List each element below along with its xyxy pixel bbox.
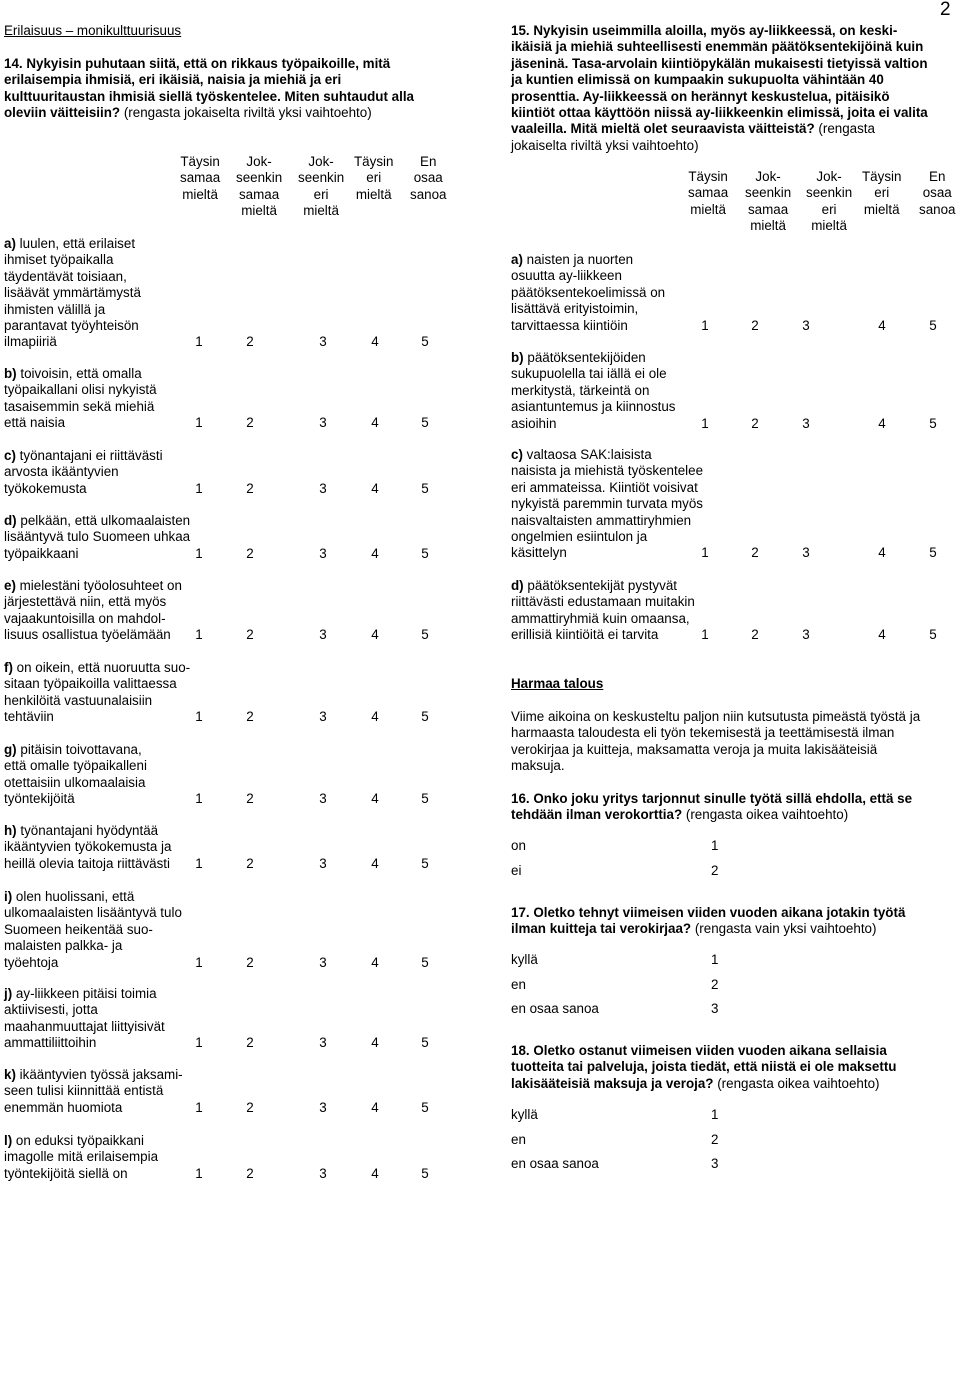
q14-scale-value: 5 — [421, 545, 429, 561]
q14-item — [4, 889, 182, 971]
q14-item-text: työnantajani hyödyntää ikääntyvien työkokemusta ja heillä olevia taitoja riittävästi — [4, 823, 172, 871]
q14-scale-value: 2 — [246, 334, 254, 350]
q15-scale-value: 2 — [751, 415, 759, 431]
q14-item-text: toivoisin, että omalla työpaikallani olisi nykyistä tasaisemmin sekä miehiä että naisia — [4, 366, 157, 431]
q14-scale-value: 4 — [371, 855, 379, 871]
q14-scale-value: 4 — [371, 1035, 379, 1051]
q14-item — [4, 1067, 183, 1116]
q16-option-value: 2 — [711, 863, 719, 878]
q14-item-text: olen huolissani, että ulkomaalaisten lisääntyvä tulo Suomeen heikentää suo- malaisten palkka- ja työehtoja — [4, 889, 182, 970]
q14-scale-value: 2 — [246, 709, 254, 725]
q14-scale-value: 3 — [319, 627, 327, 643]
q16-text: 16. Onko joku yritys tarjonnut sinulle työtä sillä ehdolla, että se tehdään ilman verokorttia? — [511, 791, 913, 823]
q15-text: 15. Nykyisin useimmilla aloilla, myös ay-liikkeessä, on keski- ikäisiä ja miehiä suhteellisesti enemmän päätöksentekijöinä kuin jäseninä. Tasa-arvolain kiintiöpykälän mukaisesti tietyissä valtion ja kuntien elimissä on kumpaakin sukupuolta vähintään 40 prosenttia. Ay-liikkeessä on herännyt keskustelua, pitäisikö kiintiöt ottaa käyttöön niissä ay-liikkeenkin elimissä, joita ei valita vaaleilla. Mitä mieltä olet seuraavista väitteistä? — [511, 23, 928, 137]
q14-item — [4, 513, 190, 562]
q14-scale-header-5: En osaa sanoa — [410, 154, 447, 202]
q14-scale-value: 5 — [421, 334, 429, 350]
q14-scale-header-1: Täysin samaa mieltä — [180, 154, 221, 202]
q14-item-label: j) — [4, 986, 13, 1001]
q15-item-text: valtaosa SAK:laisista naisista ja miehistä työskentelee eri ammateissa. Kiintiöt voisivat nykyistä paremmin turvata myös naisvaltaisten ammattiryhmien ongelmien esiintulon ja käsittelyn — [511, 447, 704, 561]
q15-item-label: b) — [511, 350, 524, 365]
q14-item-text: pitäisin toivottavana, että omalle työpaikalleni otettaisiin ulkomaalaisia työntekijöitä — [4, 742, 147, 807]
q14-scale-value: 5 — [421, 1165, 429, 1181]
q15-item — [511, 252, 665, 334]
q14-scale-value: 3 — [319, 791, 327, 807]
q18-option-value: 3 — [711, 1156, 719, 1171]
q14-item-text: ikääntyvien työssä jaksami- seen tulisi kiinnittää entistä enemmän huomiota — [4, 1067, 183, 1115]
q14-text: 14. Nykyisin puhutaan siitä, että on rikkaus työpaikoille, mitä erilaisempia ihmisiä, eri ikäisiä, naisia ja miehiä ja eri kulttuuritaustan ihmisiä siellä työskentelee. Miten suhtaudut alla oleviin väitteisiin? — [4, 56, 414, 121]
q15-scale-value: 4 — [878, 627, 886, 643]
q14-scale-value: 2 — [246, 1165, 254, 1181]
q15-scale-header-5: En osaa sanoa — [919, 169, 956, 217]
q15-item-label: c) — [511, 447, 523, 462]
q14-scale-value: 5 — [421, 791, 429, 807]
q18-question — [511, 1043, 896, 1092]
q15-scale-value: 2 — [751, 317, 759, 333]
q14-scale-value: 1 — [195, 1035, 203, 1051]
q14-scale-value: 5 — [421, 480, 429, 496]
q14-item — [4, 366, 157, 432]
q14-scale-value: 5 — [421, 954, 429, 970]
q15-scale-value: 2 — [751, 627, 759, 643]
q14-scale-value: 3 — [319, 334, 327, 350]
page-number: 2 — [940, 0, 951, 20]
q15-scale-value: 4 — [878, 545, 886, 561]
section-title: Erilaisuus – monikulttuurisuus — [4, 23, 182, 38]
q15-item-label: a) — [511, 252, 523, 267]
q18-text: 18. Oletko ostanut viimeisen viiden vuoden aikana sellaisia tuotteita tai palveluja, joista tiedät, että niistä ei ole maksettu lakisääteisiä maksuja ja veroja? — [511, 1043, 897, 1091]
q14-scale-value: 1 — [195, 791, 203, 807]
q14-scale-value: 1 — [195, 709, 203, 725]
q14-scale-value: 1 — [195, 855, 203, 871]
q15-scale-value: 5 — [929, 415, 937, 431]
q14-item-text: työnantajani ei riittävästi arvosta ikääntyvien työkokemusta — [4, 448, 163, 496]
q14-scale-value: 2 — [246, 791, 254, 807]
q15-scale-value: 5 — [929, 545, 937, 561]
q15-scale-header-2: Jok- seenkin samaa mieltä — [745, 169, 792, 234]
q15-scale-value: 3 — [802, 627, 810, 643]
q17-option-value: 1 — [711, 952, 719, 967]
q15-scale-value: 1 — [701, 627, 709, 643]
q15-question — [511, 23, 956, 154]
q14-scale-value: 1 — [195, 954, 203, 970]
q15-item-text: naisten ja nuorten osuutta ay-liikkeen päätöksentekoelimissä on lisättävä erityistoimin, tarvittaessa kiintiöin — [511, 252, 666, 333]
q14-item-text: mielestäni työolosuhteet on järjestettävä niin, että myös vajaakuntoisilla on mahdol- lisuus osallistua työelämään — [4, 578, 182, 643]
q18-instruction: (rengasta oikea vaihtoehto) — [717, 1075, 880, 1091]
q14-scale-value: 5 — [421, 1099, 429, 1115]
q14-scale-header-3: Jok- seenkin eri mieltä — [298, 154, 345, 219]
q14-scale-value: 2 — [246, 627, 254, 643]
q14-scale-value: 2 — [246, 415, 254, 431]
q14-item — [4, 986, 165, 1052]
q14-scale-value: 5 — [421, 415, 429, 431]
q14-scale-value: 2 — [246, 545, 254, 561]
q14-scale-value: 3 — [319, 954, 327, 970]
q14-scale-value: 1 — [195, 480, 203, 496]
harmaa-intro: Viime aikoina on keskusteltu paljon niin kutsutusta pimeästä työstä ja harmaasta taloudesta eli työn tekemisestä ja teettämisestä ilman verokirjaa ja kuitteja, maksamatta veroja ja muita lakisääteisiä maksuja. — [511, 709, 921, 774]
q15-item-text: päätöksentekijöiden sukupuolella tai iällä ei ole merkitystä, tärkeintä on asiantuntemus ja kiinnostus asioihin — [511, 350, 676, 431]
q17-option-label: en — [511, 977, 526, 992]
q14-scale-value: 3 — [319, 480, 327, 496]
q18-option-label: en — [511, 1132, 526, 1147]
q15-scale-value: 4 — [878, 317, 886, 333]
q14-scale-value: 1 — [195, 545, 203, 561]
q14-scale-value: 3 — [319, 1099, 327, 1115]
q14-item — [4, 742, 147, 808]
q14-scale-value: 3 — [319, 415, 327, 431]
q14-scale-value: 4 — [371, 709, 379, 725]
q14-item-label: i) — [4, 889, 13, 904]
q14-scale-value: 3 — [319, 1165, 327, 1181]
q14-scale-value: 1 — [195, 1165, 203, 1181]
q14-scale-value: 2 — [246, 855, 254, 871]
q14-scale-value: 4 — [371, 627, 379, 643]
q15-scale-value: 5 — [929, 317, 937, 333]
q14-scale-value: 4 — [371, 480, 379, 496]
q14-scale-value: 3 — [319, 545, 327, 561]
q18-option-label: en osaa sanoa — [511, 1156, 599, 1171]
q14-scale-value: 5 — [421, 627, 429, 643]
q14-scale-value: 5 — [421, 1035, 429, 1051]
q14-item-label: c) — [4, 448, 16, 463]
q15-item — [511, 447, 703, 562]
q14-question — [4, 56, 454, 122]
q14-item — [4, 448, 163, 497]
q14-item-label: l) — [4, 1133, 13, 1148]
q14-item — [4, 660, 190, 726]
q14-scale-value: 1 — [195, 1099, 203, 1115]
q18-option-label: kyllä — [511, 1107, 538, 1122]
q14-scale-value: 1 — [195, 627, 203, 643]
q17-instruction: (rengasta vain yksi vaihtoehto) — [694, 921, 877, 937]
q15-scale-value: 1 — [701, 415, 709, 431]
q14-item-text: on oikein, että nuoruutta suo- sitaan työpaikoilla valittaessa henkilöitä vastuunalaisiin tehtäviin — [4, 660, 191, 725]
q14-scale-value: 2 — [246, 480, 254, 496]
q16-option-label: on — [511, 838, 526, 853]
q14-item-text: on eduksi työpaikkani imagolle mitä erilaisempia työntekijöitä siellä on — [4, 1133, 159, 1181]
q17-text: 17. Oletko tehnyt viimeisen viiden vuoden aikana jotakin työtä ilman kuitteja tai verokirjaa? — [511, 905, 906, 937]
q14-item — [4, 578, 182, 644]
q14-scale-value: 3 — [319, 855, 327, 871]
q15-scale-header-3: Jok- seenkin eri mieltä — [806, 169, 853, 234]
q15-item-text: päätöksentekijät pystyvät riittävästi edustamaan muitakin ammattiryhmiä kuin omaansa, erillisiä kiintiöitä ei tarvita — [511, 578, 695, 643]
q14-scale-value: 1 — [195, 415, 203, 431]
q15-item — [511, 350, 676, 432]
q14-item-text: luulen, että erilaiset ihmiset työpaikalla täydentävät toisiaan, lisäävät ymmärtämystä ihmisten välillä ja parantavat työyhteisön ilmapiiriä — [4, 236, 141, 350]
q14-item — [4, 236, 141, 351]
q14-item — [4, 1133, 158, 1182]
q15-scale-value: 1 — [701, 545, 709, 561]
q15-scale-value: 1 — [701, 317, 709, 333]
q14-scale-value: 5 — [421, 709, 429, 725]
q14-item-label: b) — [4, 366, 17, 381]
q14-scale-value: 4 — [371, 791, 379, 807]
q14-scale-value: 2 — [246, 1099, 254, 1115]
q14-item-label: g) — [4, 742, 17, 757]
q15-scale-value: 3 — [802, 545, 810, 561]
q14-scale-value: 4 — [371, 415, 379, 431]
q15-scale-header-1: Täysin samaa mieltä — [688, 169, 729, 217]
q15-scale-value: 5 — [929, 627, 937, 643]
q14-item-label: a) — [4, 236, 16, 251]
q17-option-value: 2 — [711, 977, 719, 992]
q14-scale-value: 4 — [371, 1099, 379, 1115]
q16-option-value: 1 — [711, 838, 719, 853]
q14-item-label: h) — [4, 823, 17, 838]
q14-item-label: e) — [4, 578, 16, 593]
q15-item-label: d) — [511, 578, 524, 593]
q18-option-value: 2 — [711, 1132, 719, 1147]
q14-scale-header-4: Täysin eri mieltä — [354, 154, 394, 202]
q17-option-label: en osaa sanoa — [511, 1001, 599, 1016]
q17-question — [511, 905, 905, 938]
q14-item-label: f) — [4, 660, 13, 675]
q15-instruction: (rengasta jokaiselta riviltä yksi vaihtoehto) — [511, 121, 875, 153]
q14-scale-value: 5 — [421, 855, 429, 871]
q15-scale-header-4: Täysin eri mieltä — [862, 169, 902, 217]
q15-scale-value: 3 — [802, 317, 810, 333]
q14-scale-value: 4 — [371, 1165, 379, 1181]
q14-item-label: k) — [4, 1067, 16, 1082]
q16-option-label: ei — [511, 863, 522, 878]
q14-scale-value: 4 — [371, 334, 379, 350]
q16-instruction: (rengasta oikea vaihtoehto) — [685, 807, 849, 823]
q14-scale-value: 4 — [371, 545, 379, 561]
q17-option-value: 3 — [711, 1001, 719, 1016]
q14-item-text: pelkään, että ulkomaalaisten lisääntyvä tulo Suomeen uhkaa työpaikkaani — [4, 513, 191, 561]
q14-item — [4, 823, 171, 872]
q14-scale-value: 1 — [195, 334, 203, 350]
q14-scale-value: 3 — [319, 709, 327, 725]
q14-item-label: d) — [4, 513, 17, 528]
q17-option-label: kyllä — [511, 952, 538, 967]
q14-scale-value: 4 — [371, 954, 379, 970]
q15-scale-value: 4 — [878, 415, 886, 431]
q14-scale-value: 3 — [319, 1035, 327, 1051]
q14-scale-value: 2 — [246, 1035, 254, 1051]
q15-item — [511, 578, 695, 644]
harmaa-heading: Harmaa talous — [511, 676, 604, 691]
q16-question — [511, 791, 912, 824]
q14-instruction: (rengasta jokaiselta riviltä yksi vaihtoehto) — [123, 105, 372, 121]
q14-item-text: ay-liikkeen pitäisi toimia aktiivisesti, jotta maahanmuuttajat liittyisivät ammattiliittoihin — [4, 986, 165, 1051]
q18-option-value: 1 — [711, 1107, 719, 1122]
q15-scale-value: 3 — [802, 415, 810, 431]
q15-scale-value: 2 — [751, 545, 759, 561]
q14-scale-value: 2 — [246, 954, 254, 970]
q14-scale-header-2: Jok- seenkin samaa mieltä — [236, 154, 283, 219]
